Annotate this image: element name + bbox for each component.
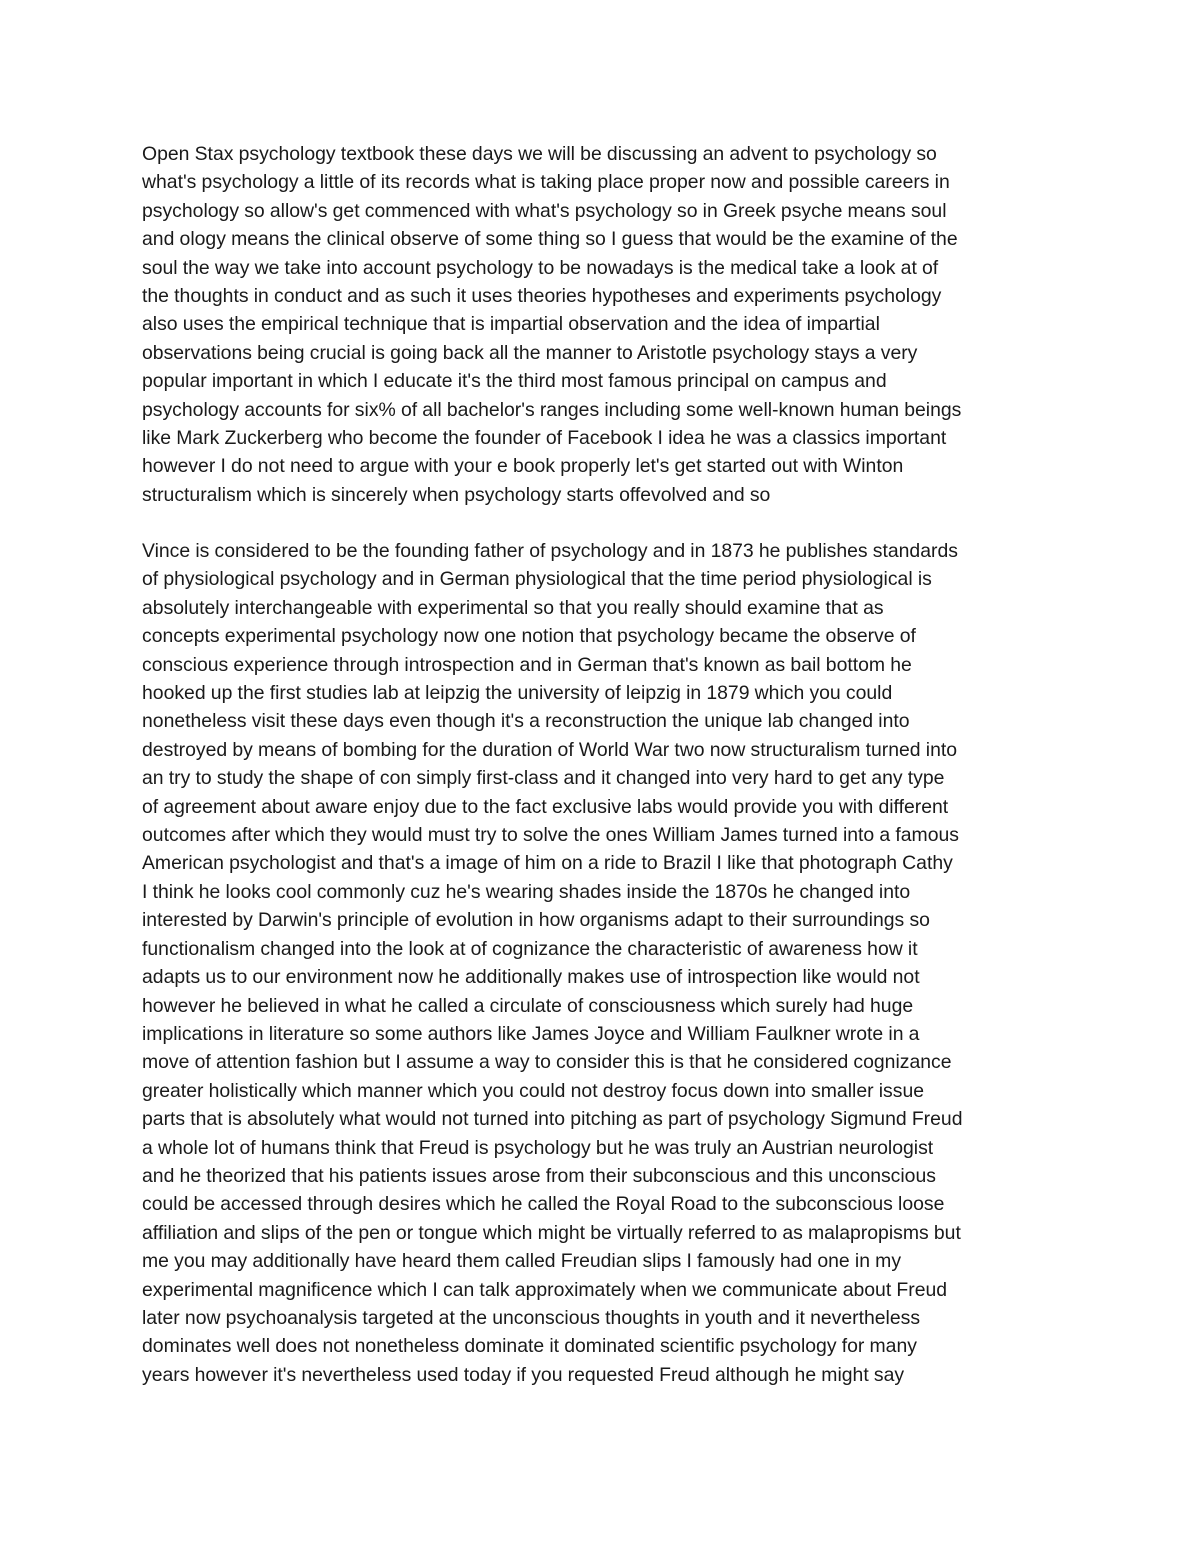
paragraph-intro: Open Stax psychology textbook these days we will be discussing an advent to psychology so what's psychology a little of its records what is taking place proper now and possible careers in psychology so allow's get commenced with what's psychology so in Greek psyche means soul and ology means the clinical observe of some thing so I guess that would be the examine of the soul the way we take into account psychology to be nowadays is the medical take a look at of the thoughts in conduct and as such it uses theories hypotheses and experiments psychology also uses the empirical technique that is impartial observation and the idea of impartial observations being crucial is going back all the manner to Aristotle psychology stays a very popular important in which I educate it's the third most famous principal on campus and psychology accounts for six% of all bachelor's ranges including some well-known human beings like Mark Zuckerberg who become the founder of Facebook I idea he was a classics important however I do not need to argue with your e book properly let's get started out with Winton structuralism which is sincerely when psychology starts offevolved and so (142, 143, 962, 506)
paragraph-history: Vince is considered to be the founding father of psychology and in 1873 he publishes standards of physiological psychology and in German physiological that the time period physiological is absolutely interchangeable with experimental so that you really should examine that as concepts experimental psychology now one notion that psychology became the observe of conscious experience through introspection and in German that's known as bail bottom he hooked up the first studies lab at leipzig the university of leipzig in 1879 which you could nonetheless visit these days even though it's a reconstruction the unique lab changed into destroyed by means of bombing for the duration of World War two now structuralism turned into an try to study the shape of con simply first-class and it changed into very hard to get any type of agreement about aware enjoy due to the fact exclusive labs would provide you with different outcomes after which they would must try to solve the ones William James turned into a famous American psychologist and that's a image of him on a ride to Brazil I like that photograph Cathy I think he looks cool commonly cuz he's wearing shades inside the 1870s he changed into interested by Darwin's principle of evolution in how organisms adapt to their surroundings so functionalism changed into the look at of cognizance the characteristic of awareness how it adapts us to our environment now he additionally makes use of introspection like would not however he believed in what he called a circulate of consciousness which surely had huge implications in literature so some authors like James Joyce and William Faulkner wrote in a move of attention fashion but I assume a way to consider this is that he considered cognizance greater holistically which manner which you could not destroy focus down into smaller issue parts that is absolutely what would not turned into pitching as part of psychology Sigmund Freud a whole lot of humans think that Freud is psychology but he was truly an Austrian neurologist and he theorized that his patients issues arose from their subconscious and this unconscious could be accessed through desires which he called the Royal Road to the subconscious loose affiliation and slips of the pen or tongue which might be virtually referred to as malapropisms but me you may additionally have heard them called Freudian slips I famously had one in my experimental magnificence which I can talk approximately when we communicate about Freud later now psychoanalysis targeted at the unconscious thoughts in youth and it nevertheless dominates well does not nonetheless dominate it dominated scientific psychology for many years however it's nevertheless used today if you requested Freud although he might say (142, 540, 963, 1386)
